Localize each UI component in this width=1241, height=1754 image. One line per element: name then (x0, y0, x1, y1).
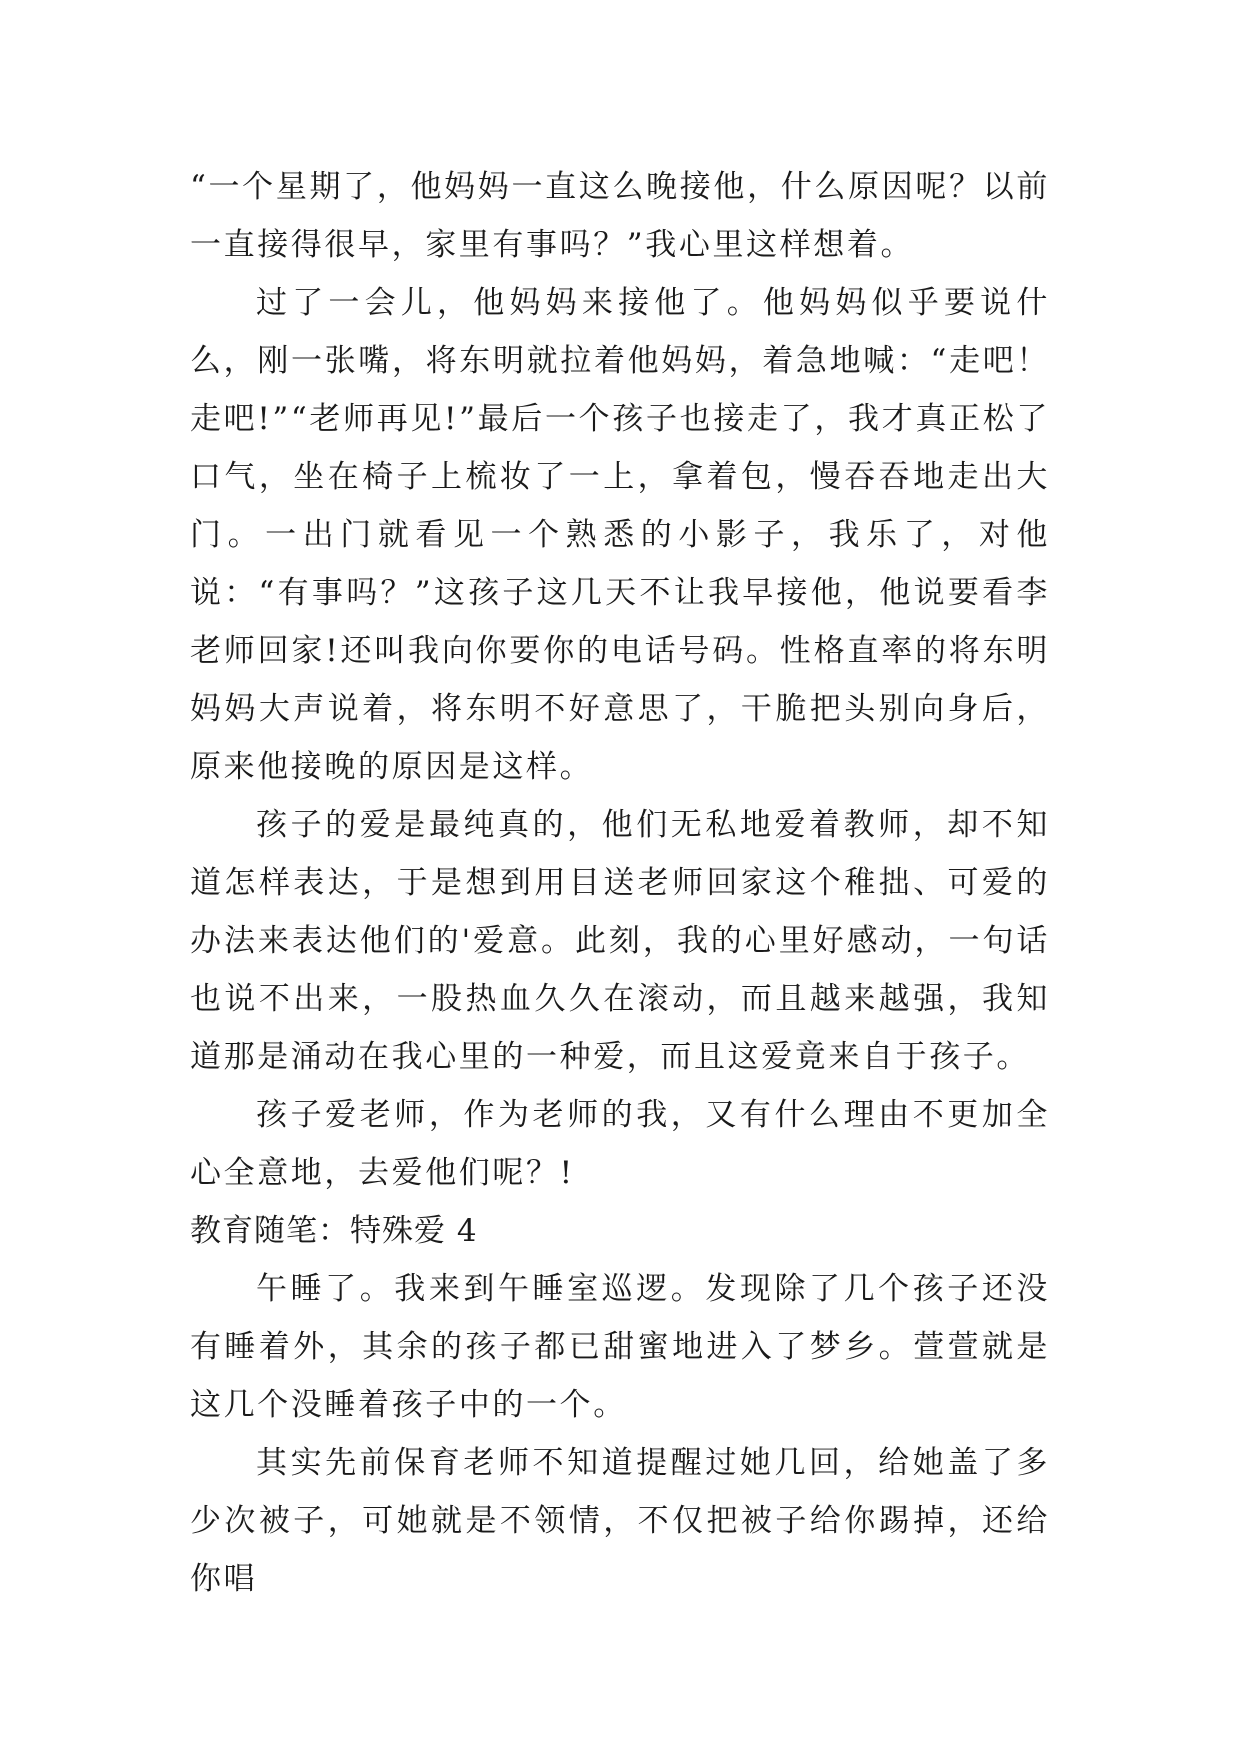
section-heading: 教育随笔：特殊爱 4 (190, 1213, 478, 1249)
paragraph: 过了一会儿，他妈妈来接他了。他妈妈似乎要说什么，刚一张嘴，将东明就拉着他妈妈，着急地喊：“走吧！走吧!”“老师再见!”最后一个孩子也接走了，我才真正松了口气，坐在椅子上梳妆了一上，拿着包，慢吞吞地走出大门。一出门就看见一个熟悉的小影子，我乐了，对他说：“有事吗？”这孩子这几天不让我早接他，他说要看李老师回家!还叫我向你要你的电话号码。性格直率的将东明妈妈大声说着，将东明不好意思了，干脆把头别向身后，原来他接晚的原因是这样。 (190, 285, 1050, 785)
paragraph: “一个星期了，他妈妈一直这么晚接他，什么原因呢？以前一直接得很早，家里有事吗？”我心里这样想着。 (190, 169, 1050, 263)
paragraph: 其实先前保育老师不知道提醒过她几回，给她盖了多少次被子，可她就是不领情，不仅把被子给你踢掉，还给你唱 (190, 1445, 1050, 1597)
paragraph: 孩子的爱是最纯真的，他们无私地爱着教师，却不知道怎样表达，于是想到用目送老师回家这个稚拙、可爱的办法来表达他们的'爱意。此刻，我的心里好感动，一句话也说不出来，一股热血久久在滚动，而且越来越强，我知道那是涌动在我心里的一种爱，而且这爱竟来自于孩子。 (190, 807, 1050, 1075)
paragraph: 午睡了。我来到午睡室巡逻。发现除了几个孩子还没有睡着外，其余的孩子都已甜蜜地进入了梦乡。萱萱就是这几个没睡着孩子中的一个。 (190, 1271, 1050, 1423)
document-body (190, 158, 1050, 1608)
paragraph: 孩子爱老师，作为老师的我，又有什么理由不更加全心全意地，去爱他们呢？! (190, 1097, 1050, 1191)
